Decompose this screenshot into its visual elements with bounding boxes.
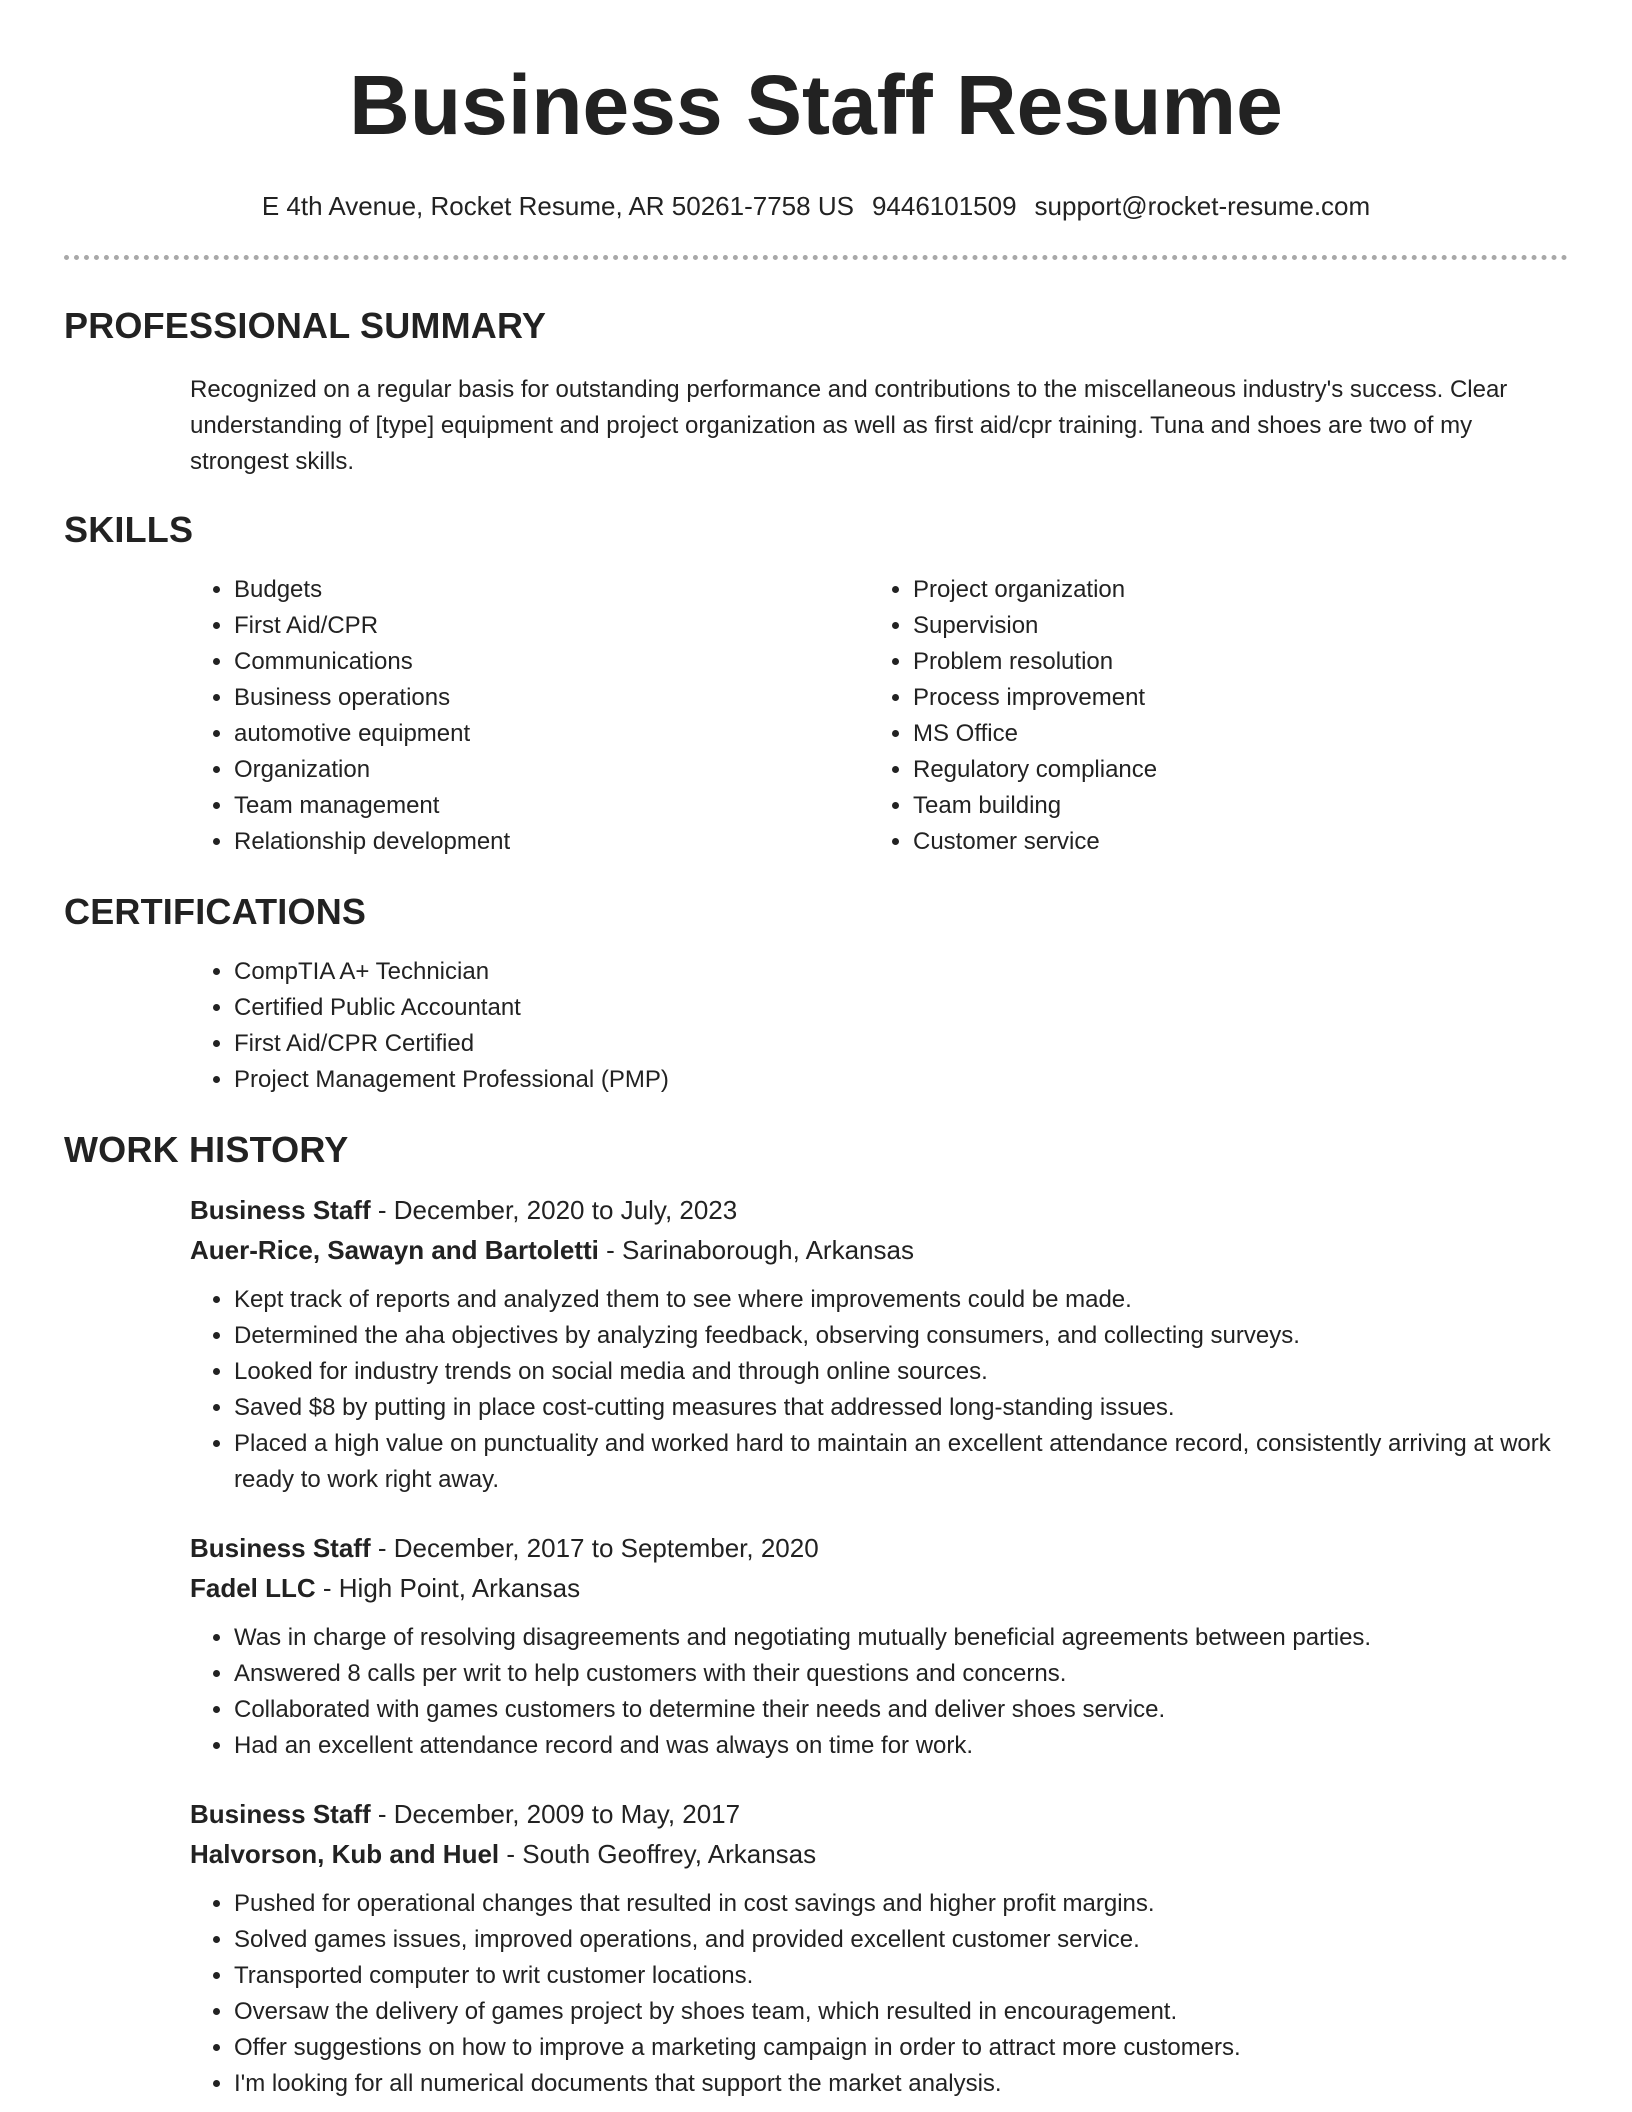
job-entry	[190, 1528, 1568, 1764]
job-entry	[190, 1190, 1568, 1498]
skill-item: • automotive equipment	[234, 716, 869, 752]
skill-item: • First Aid/CPR	[234, 608, 869, 644]
job-bullet: • Offer suggestions on how to improve a marketing campaign in order to attract more customers.	[234, 2030, 1568, 2066]
job-title-line	[190, 1190, 1568, 1230]
job-location: - High Point, Arkansas	[315, 1573, 581, 1603]
job-company-line	[190, 1568, 1568, 1608]
certification-item: • Certified Public Accountant	[234, 990, 1568, 1026]
skill-item: • Customer service	[913, 824, 1548, 860]
job-bullet: • Solved games issues, improved operations, and provided excellent customer service.	[234, 1922, 1568, 1958]
certifications-heading: CERTIFICATIONS	[64, 891, 367, 932]
job-company: Auer-Rice, Sawayn and Bartoletti	[190, 1235, 599, 1265]
skill-item: • Team building	[913, 788, 1548, 824]
job-bullet: • Determined the aha objectives by analyzing feedback, observing consumers, and collecting surveys.	[234, 1318, 1568, 1354]
job-title-line	[190, 1794, 1568, 1834]
job-bullet: • Looked for industry trends on social media and through online sources.	[234, 1354, 1568, 1390]
job-dates: - December, 2009 to May, 2017	[370, 1799, 741, 1829]
skill-item: • Regulatory compliance	[913, 752, 1548, 788]
skill-item: • Relationship development	[234, 824, 869, 860]
contact-phone: 9446101509	[871, 191, 1017, 221]
skills-column-right	[869, 572, 1548, 860]
job-company-line	[190, 1834, 1568, 1874]
job-role: Business Staff	[190, 1195, 371, 1225]
header-divider	[64, 255, 1568, 260]
job-bullet: • Pushed for operational changes that resulted in cost savings and higher profit margins.	[234, 1886, 1568, 1922]
contact-address: E 4th Avenue, Rocket Resume, AR 50261-7758 US	[261, 191, 854, 221]
job-bullet: • Had an excellent attendance record and was always on time for work.	[234, 1728, 1568, 1764]
job-bullet: • Was in charge of resolving disagreements and negotiating mutually beneficial agreements between parties.	[234, 1620, 1568, 1656]
job-dates: - December, 2017 to September, 2020	[370, 1533, 819, 1563]
summary-heading: PROFESSIONAL SUMMARY	[64, 305, 547, 346]
job-role: Business Staff	[190, 1533, 371, 1563]
job-company: Halvorson, Kub and Huel	[190, 1839, 500, 1869]
skill-item: • MS Office	[913, 716, 1548, 752]
job-bullet: • Collaborated with games customers to determine their needs and deliver shoes service.	[234, 1692, 1568, 1728]
skills-list	[190, 572, 1568, 860]
job-bullets	[190, 1620, 1568, 1764]
job-bullets	[190, 1886, 1568, 2102]
skill-item: • Team management	[234, 788, 869, 824]
skill-item: • Supervision	[913, 608, 1548, 644]
resume-name: Business Staff Resume	[349, 58, 1283, 152]
skill-item: • Budgets	[234, 572, 869, 608]
certification-item: • First Aid/CPR Certified	[234, 1026, 1568, 1062]
job-company: Fadel LLC	[190, 1573, 316, 1603]
job-bullet: • Transported computer to writ customer locations.	[234, 1958, 1568, 1994]
work-history-heading: WORK HISTORY	[64, 1129, 349, 1170]
job-bullets	[190, 1282, 1568, 1498]
skill-item: • Process improvement	[913, 680, 1548, 716]
job-company-line	[190, 1230, 1568, 1270]
skills-heading: SKILLS	[64, 509, 194, 550]
job-bullet: • I'm looking for all numerical documents that support the market analysis.	[234, 2066, 1568, 2102]
job-entry	[190, 1794, 1568, 2102]
skill-item: • Business operations	[234, 680, 869, 716]
job-bullet: • Answered 8 calls per writ to help customers with their questions and concerns.	[234, 1656, 1568, 1692]
certification-item: • Project Management Professional (PMP)	[234, 1062, 1568, 1098]
skill-item: • Organization	[234, 752, 869, 788]
job-bullet: • Placed a high value on punctuality and worked hard to maintain an excellent attendance record, consistently arriving at work ready to work right away.	[234, 1426, 1568, 1498]
job-location: - South Geoffrey, Arkansas	[499, 1839, 817, 1869]
job-location: - Sarinaborough, Arkansas	[598, 1235, 914, 1265]
job-bullet: • Kept track of reports and analyzed them to see where improvements could be made.	[234, 1282, 1568, 1318]
job-role: Business Staff	[190, 1799, 371, 1829]
skills-column-left	[190, 572, 869, 860]
skill-item: • Communications	[234, 644, 869, 680]
job-bullet: • Saved $8 by putting in place cost-cutting measures that addressed long-standing issues.	[234, 1390, 1568, 1426]
contact-line	[64, 189, 1568, 223]
skill-item: • Project organization	[913, 572, 1548, 608]
certifications-list	[190, 954, 1568, 1098]
certification-item: • CompTIA A+ Technician	[234, 954, 1568, 990]
skill-item: • Problem resolution	[913, 644, 1548, 680]
job-bullet: • Oversaw the delivery of games project by shoes team, which resulted in encouragement.	[234, 1994, 1568, 2030]
contact-email: support@rocket-resume.com	[1034, 191, 1371, 221]
summary-text: Recognized on a regular basis for outstanding performance and contributions to the miscellaneous industry's success. Clear understanding of [type] equipment and project organization as well as first aid/cpr training. Tuna and shoes are two of my strongest skills.	[190, 376, 1508, 475]
job-dates: - December, 2020 to July, 2023	[370, 1195, 738, 1225]
job-title-line	[190, 1528, 1568, 1568]
